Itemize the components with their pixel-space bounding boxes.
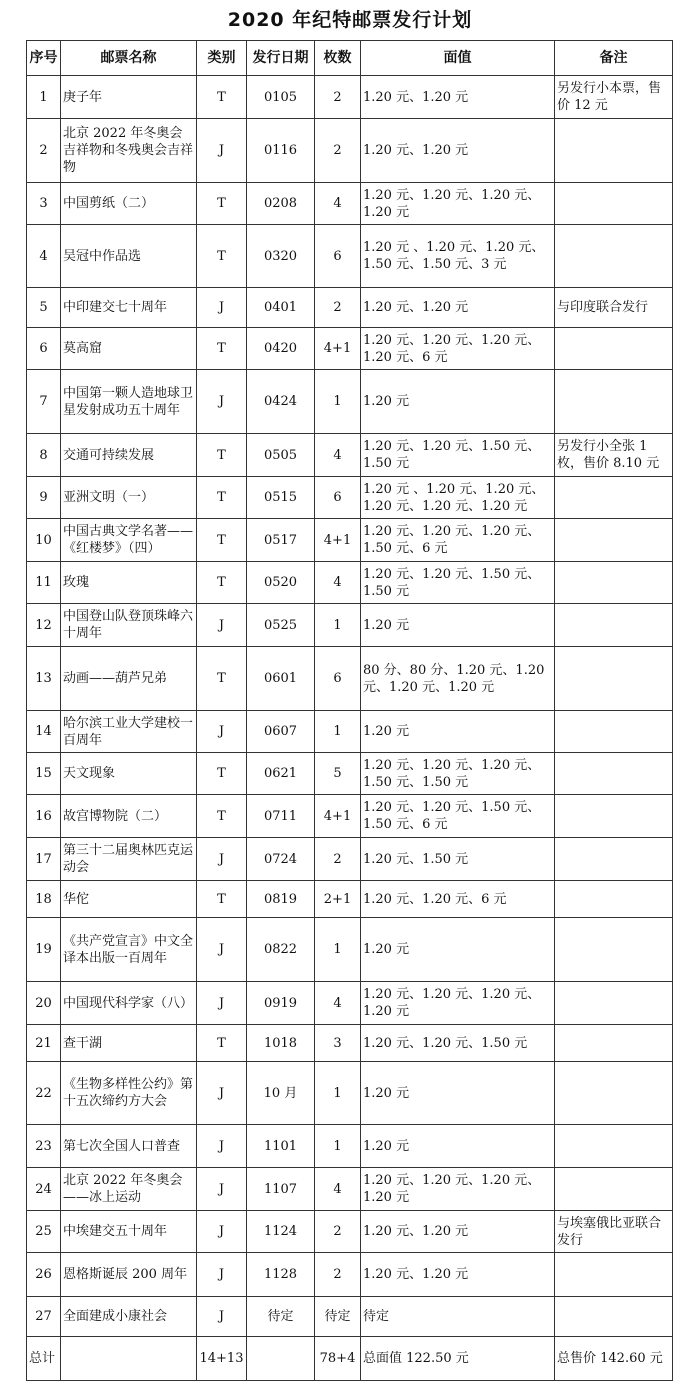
cell-no: 17: [27, 838, 61, 881]
cell-type: J: [197, 119, 247, 183]
cell-count: 3: [315, 1025, 361, 1062]
table-body: [27, 76, 673, 1337]
cell-face-value: 1.20 元、1.20 元、1.20 元、1.50 元、6 元: [361, 519, 555, 562]
cell-count: 待定: [315, 1297, 361, 1337]
total-label: 总计: [27, 1337, 61, 1381]
cell-face-value: 待定: [361, 1297, 555, 1337]
column-header-value: 面值: [361, 41, 555, 76]
cell-count: 6: [315, 477, 361, 519]
cell-date: 0116: [247, 119, 315, 183]
cell-no: 12: [27, 604, 61, 647]
table-row: [27, 562, 673, 604]
cell-stamp-name: 交通可持续发展: [61, 434, 197, 477]
cell-note: [555, 1297, 673, 1337]
cell-date: 0607: [247, 711, 315, 753]
cell-type: T: [197, 1025, 247, 1062]
cell-no: 21: [27, 1025, 61, 1062]
cell-stamp-name: 天文现象: [61, 753, 197, 795]
cell-date: 0711: [247, 795, 315, 838]
table-row: [27, 477, 673, 519]
cell-type: J: [197, 1125, 247, 1168]
cell-face-value: 1.20 元: [361, 370, 555, 434]
cell-count: 2: [315, 288, 361, 328]
cell-count: 1: [315, 604, 361, 647]
cell-type: T: [197, 477, 247, 519]
cell-face-value: 1.20 元、1.20 元、6 元: [361, 881, 555, 918]
cell-note: [555, 562, 673, 604]
cell-count: 4: [315, 1168, 361, 1211]
table-row: [27, 519, 673, 562]
total-date-empty: [247, 1337, 315, 1381]
cell-note: [555, 519, 673, 562]
cell-date: 1101: [247, 1125, 315, 1168]
cell-stamp-name: 查干湖: [61, 1025, 197, 1062]
cell-date: 0517: [247, 519, 315, 562]
table-row: [27, 1168, 673, 1211]
cell-count: 4+1: [315, 328, 361, 370]
cell-face-value: 1.20 元、1.50 元: [361, 838, 555, 881]
cell-date: 0601: [247, 647, 315, 711]
column-header-note: 备注: [555, 41, 673, 76]
cell-stamp-name: 中国剪纸（二）: [61, 183, 197, 225]
table-row: [27, 183, 673, 225]
cell-type: T: [197, 76, 247, 119]
cell-note: [555, 918, 673, 982]
cell-note: 与埃塞俄比亚联合发行: [555, 1211, 673, 1253]
cell-no: 27: [27, 1297, 61, 1337]
cell-count: 4: [315, 562, 361, 604]
cell-note: [555, 881, 673, 918]
cell-stamp-name: 中埃建交五十周年: [61, 1211, 197, 1253]
cell-type: T: [197, 562, 247, 604]
cell-count: 4: [315, 434, 361, 477]
cell-no: 6: [27, 328, 61, 370]
cell-stamp-name: 吴冠中作品选: [61, 225, 197, 288]
cell-face-value: 1.20 元、1.20 元: [361, 1211, 555, 1253]
cell-stamp-name: 庚子年: [61, 76, 197, 119]
cell-note: [555, 982, 673, 1025]
cell-note: [555, 328, 673, 370]
column-header-no: 序号: [27, 41, 61, 76]
cell-count: 4+1: [315, 795, 361, 838]
cell-note: 另发行小全张 1 枚，售价 8.10 元: [555, 434, 673, 477]
cell-no: 16: [27, 795, 61, 838]
cell-face-value: 1.20 元: [361, 1125, 555, 1168]
total-name-empty: [61, 1337, 197, 1381]
cell-stamp-name: 华佗: [61, 881, 197, 918]
cell-note: [555, 1062, 673, 1125]
table-row: [27, 328, 673, 370]
cell-note: [555, 183, 673, 225]
cell-type: T: [197, 647, 247, 711]
cell-note: [555, 119, 673, 183]
total-note: 总售价 142.60 元: [555, 1337, 673, 1381]
cell-stamp-name: 北京 2022 年冬奥会——冰上运动: [61, 1168, 197, 1211]
cell-face-value: 1.20 元、1.20 元、1.50 元、1.50 元、6 元: [361, 795, 555, 838]
stamp-issue-table: [26, 40, 673, 1381]
cell-stamp-name: 中印建交七十周年: [61, 288, 197, 328]
cell-face-value: 1.20 元、1.20 元: [361, 288, 555, 328]
cell-stamp-name: 恩格斯诞辰 200 周年: [61, 1253, 197, 1297]
cell-type: J: [197, 288, 247, 328]
cell-date: 0515: [247, 477, 315, 519]
cell-type: J: [197, 1168, 247, 1211]
cell-note: [555, 753, 673, 795]
cell-type: T: [197, 225, 247, 288]
cell-face-value: 1.20 元: [361, 711, 555, 753]
cell-count: 1: [315, 1125, 361, 1168]
cell-date: 0105: [247, 76, 315, 119]
table-row: [27, 1253, 673, 1297]
cell-no: 22: [27, 1062, 61, 1125]
table-header-row: [27, 41, 673, 76]
column-header-count: 枚数: [315, 41, 361, 76]
cell-note: [555, 225, 673, 288]
cell-no: 11: [27, 562, 61, 604]
cell-no: 2: [27, 119, 61, 183]
table-row: [27, 119, 673, 183]
cell-type: J: [197, 1211, 247, 1253]
cell-type: J: [197, 1297, 247, 1337]
cell-stamp-name: 中国现代科学家（八）: [61, 982, 197, 1025]
cell-count: 2: [315, 1211, 361, 1253]
table-row: [27, 647, 673, 711]
total-count: 78+4: [315, 1337, 361, 1381]
table-row: [27, 753, 673, 795]
cell-note: [555, 477, 673, 519]
cell-no: 3: [27, 183, 61, 225]
cell-no: 7: [27, 370, 61, 434]
cell-count: 2: [315, 119, 361, 183]
cell-face-value: 1.20 元: [361, 604, 555, 647]
cell-type: T: [197, 519, 247, 562]
cell-no: 26: [27, 1253, 61, 1297]
cell-type: T: [197, 795, 247, 838]
table-row: [27, 1125, 673, 1168]
cell-type: J: [197, 370, 247, 434]
cell-type: J: [197, 1253, 247, 1297]
cell-note: [555, 604, 673, 647]
cell-stamp-name: 故宫博物院（二）: [61, 795, 197, 838]
cell-face-value: 1.20 元、1.20 元、1.50 元、1.50 元: [361, 562, 555, 604]
cell-no: 23: [27, 1125, 61, 1168]
table-row: [27, 881, 673, 918]
table-row: [27, 76, 673, 119]
cell-no: 24: [27, 1168, 61, 1211]
cell-date: 1124: [247, 1211, 315, 1253]
cell-face-value: 1.20 元、1.20 元、1.20 元、1.20 元: [361, 982, 555, 1025]
cell-note: [555, 795, 673, 838]
cell-type: T: [197, 881, 247, 918]
table-row: [27, 225, 673, 288]
cell-date: 0819: [247, 881, 315, 918]
table-row: [27, 982, 673, 1025]
column-header-name: 邮票名称: [61, 41, 197, 76]
cell-type: T: [197, 328, 247, 370]
page-title: 2020 年纪特邮票发行计划: [227, 9, 473, 31]
cell-face-value: 1.20 元、1.20 元: [361, 1253, 555, 1297]
cell-no: 18: [27, 881, 61, 918]
cell-note: [555, 1253, 673, 1297]
cell-type: J: [197, 711, 247, 753]
cell-face-value: 1.20 元: [361, 1062, 555, 1125]
cell-date: 0505: [247, 434, 315, 477]
cell-count: 2+1: [315, 881, 361, 918]
total-value: 总面值 122.50 元: [361, 1337, 555, 1381]
cell-count: 1: [315, 1062, 361, 1125]
cell-stamp-name: 第三十二届奥林匹克运动会: [61, 838, 197, 881]
table-row: [27, 370, 673, 434]
cell-date: 0621: [247, 753, 315, 795]
cell-note: [555, 1025, 673, 1062]
cell-type: J: [197, 982, 247, 1025]
cell-count: 1: [315, 711, 361, 753]
cell-stamp-name: 全面建成小康社会: [61, 1297, 197, 1337]
cell-stamp-name: 《共产党宣言》中文全译本出版一百周年: [61, 918, 197, 982]
cell-count: 2: [315, 76, 361, 119]
cell-date: 0424: [247, 370, 315, 434]
table-row: [27, 918, 673, 982]
cell-no: 14: [27, 711, 61, 753]
cell-stamp-name: 莫高窟: [61, 328, 197, 370]
cell-no: 13: [27, 647, 61, 711]
cell-type: T: [197, 434, 247, 477]
cell-date: 0525: [247, 604, 315, 647]
cell-date: 0724: [247, 838, 315, 881]
cell-note: 另发行小本票，售价 12 元: [555, 76, 673, 119]
cell-stamp-name: 动画——葫芦兄弟: [61, 647, 197, 711]
cell-date: 0919: [247, 982, 315, 1025]
cell-note: [555, 1168, 673, 1211]
cell-stamp-name: 中国第一颗人造地球卫星发射成功五十周年: [61, 370, 197, 434]
cell-face-value: 1.20 元、1.20 元: [361, 76, 555, 119]
cell-date: 0401: [247, 288, 315, 328]
cell-no: 5: [27, 288, 61, 328]
cell-type: T: [197, 753, 247, 795]
cell-type: T: [197, 183, 247, 225]
cell-stamp-name: 中国登山队登顶珠峰六十周年: [61, 604, 197, 647]
cell-face-value: 1.20 元、1.20 元: [361, 119, 555, 183]
cell-no: 10: [27, 519, 61, 562]
total-type: 14+13: [197, 1337, 247, 1381]
cell-date: 0208: [247, 183, 315, 225]
cell-face-value: 1.20 元、1.20 元、1.20 元、1.50 元、1.50 元: [361, 753, 555, 795]
cell-no: 4: [27, 225, 61, 288]
column-header-type: 类别: [197, 41, 247, 76]
cell-face-value: 1.20 元: [361, 918, 555, 982]
table-row: [27, 1062, 673, 1125]
cell-count: 4+1: [315, 519, 361, 562]
cell-count: 4: [315, 982, 361, 1025]
table-row: [27, 288, 673, 328]
cell-count: 1: [315, 918, 361, 982]
cell-date: 1107: [247, 1168, 315, 1211]
cell-no: 9: [27, 477, 61, 519]
table-row: [27, 604, 673, 647]
cell-count: 2: [315, 838, 361, 881]
cell-face-value: 1.20 元、1.20 元、1.20 元、1.20 元: [361, 183, 555, 225]
cell-no: 1: [27, 76, 61, 119]
cell-type: J: [197, 838, 247, 881]
cell-date: 1128: [247, 1253, 315, 1297]
cell-face-value: 80 分、80 分、1.20 元、1.20 元、1.20 元、1.20 元: [361, 647, 555, 711]
cell-count: 6: [315, 647, 361, 711]
cell-stamp-name: 北京 2022 年冬奥会吉祥物和冬残奥会吉祥物: [61, 119, 197, 183]
column-header-date: 发行日期: [247, 41, 315, 76]
cell-note: 与印度联合发行: [555, 288, 673, 328]
table-row: [27, 434, 673, 477]
cell-note: [555, 647, 673, 711]
cell-type: J: [197, 604, 247, 647]
cell-face-value: 1.20 元、1.20 元、1.50 元: [361, 1025, 555, 1062]
cell-count: 4: [315, 183, 361, 225]
cell-stamp-name: 中国古典文学名著——《红楼梦》（四）: [61, 519, 197, 562]
cell-face-value: 1.20 元 、1.20 元、1.20 元、1.20 元、1.20 元、1.20 元: [361, 477, 555, 519]
cell-no: 25: [27, 1211, 61, 1253]
cell-no: 8: [27, 434, 61, 477]
cell-count: 2: [315, 1253, 361, 1297]
table-row: [27, 838, 673, 881]
cell-stamp-name: 玫瑰: [61, 562, 197, 604]
cell-stamp-name: 亚洲文明（一）: [61, 477, 197, 519]
table-row: [27, 795, 673, 838]
cell-date: 0320: [247, 225, 315, 288]
cell-date: 10 月: [247, 1062, 315, 1125]
cell-type: J: [197, 1062, 247, 1125]
cell-face-value: 1.20 元、1.20 元、1.20 元、1.20 元: [361, 1168, 555, 1211]
cell-type: J: [197, 918, 247, 982]
cell-note: [555, 1125, 673, 1168]
cell-note: [555, 370, 673, 434]
table-row: [27, 1211, 673, 1253]
table-row: [27, 1297, 673, 1337]
cell-note: [555, 711, 673, 753]
cell-date: 0520: [247, 562, 315, 604]
table-row: [27, 1025, 673, 1062]
cell-date: 0420: [247, 328, 315, 370]
cell-count: 1: [315, 370, 361, 434]
cell-face-value: 1.20 元 、1.20 元、1.20 元、1.50 元、1.50 元、3 元: [361, 225, 555, 288]
cell-stamp-name: 哈尔滨工业大学建校一百周年: [61, 711, 197, 753]
table-row: [27, 711, 673, 753]
cell-date: 1018: [247, 1025, 315, 1062]
cell-note: [555, 838, 673, 881]
cell-stamp-name: 《生物多样性公约》第十五次缔约方大会: [61, 1062, 197, 1125]
cell-face-value: 1.20 元、1.20 元、1.20 元、1.20 元、6 元: [361, 328, 555, 370]
cell-face-value: 1.20 元、1.20 元、1.50 元、1.50 元: [361, 434, 555, 477]
cell-date: 待定: [247, 1297, 315, 1337]
cell-count: 6: [315, 225, 361, 288]
cell-stamp-name: 第七次全国人口普查: [61, 1125, 197, 1168]
cell-no: 19: [27, 918, 61, 982]
cell-no: 20: [27, 982, 61, 1025]
cell-no: 15: [27, 753, 61, 795]
total-row: [27, 1337, 673, 1381]
cell-count: 5: [315, 753, 361, 795]
cell-date: 0822: [247, 918, 315, 982]
